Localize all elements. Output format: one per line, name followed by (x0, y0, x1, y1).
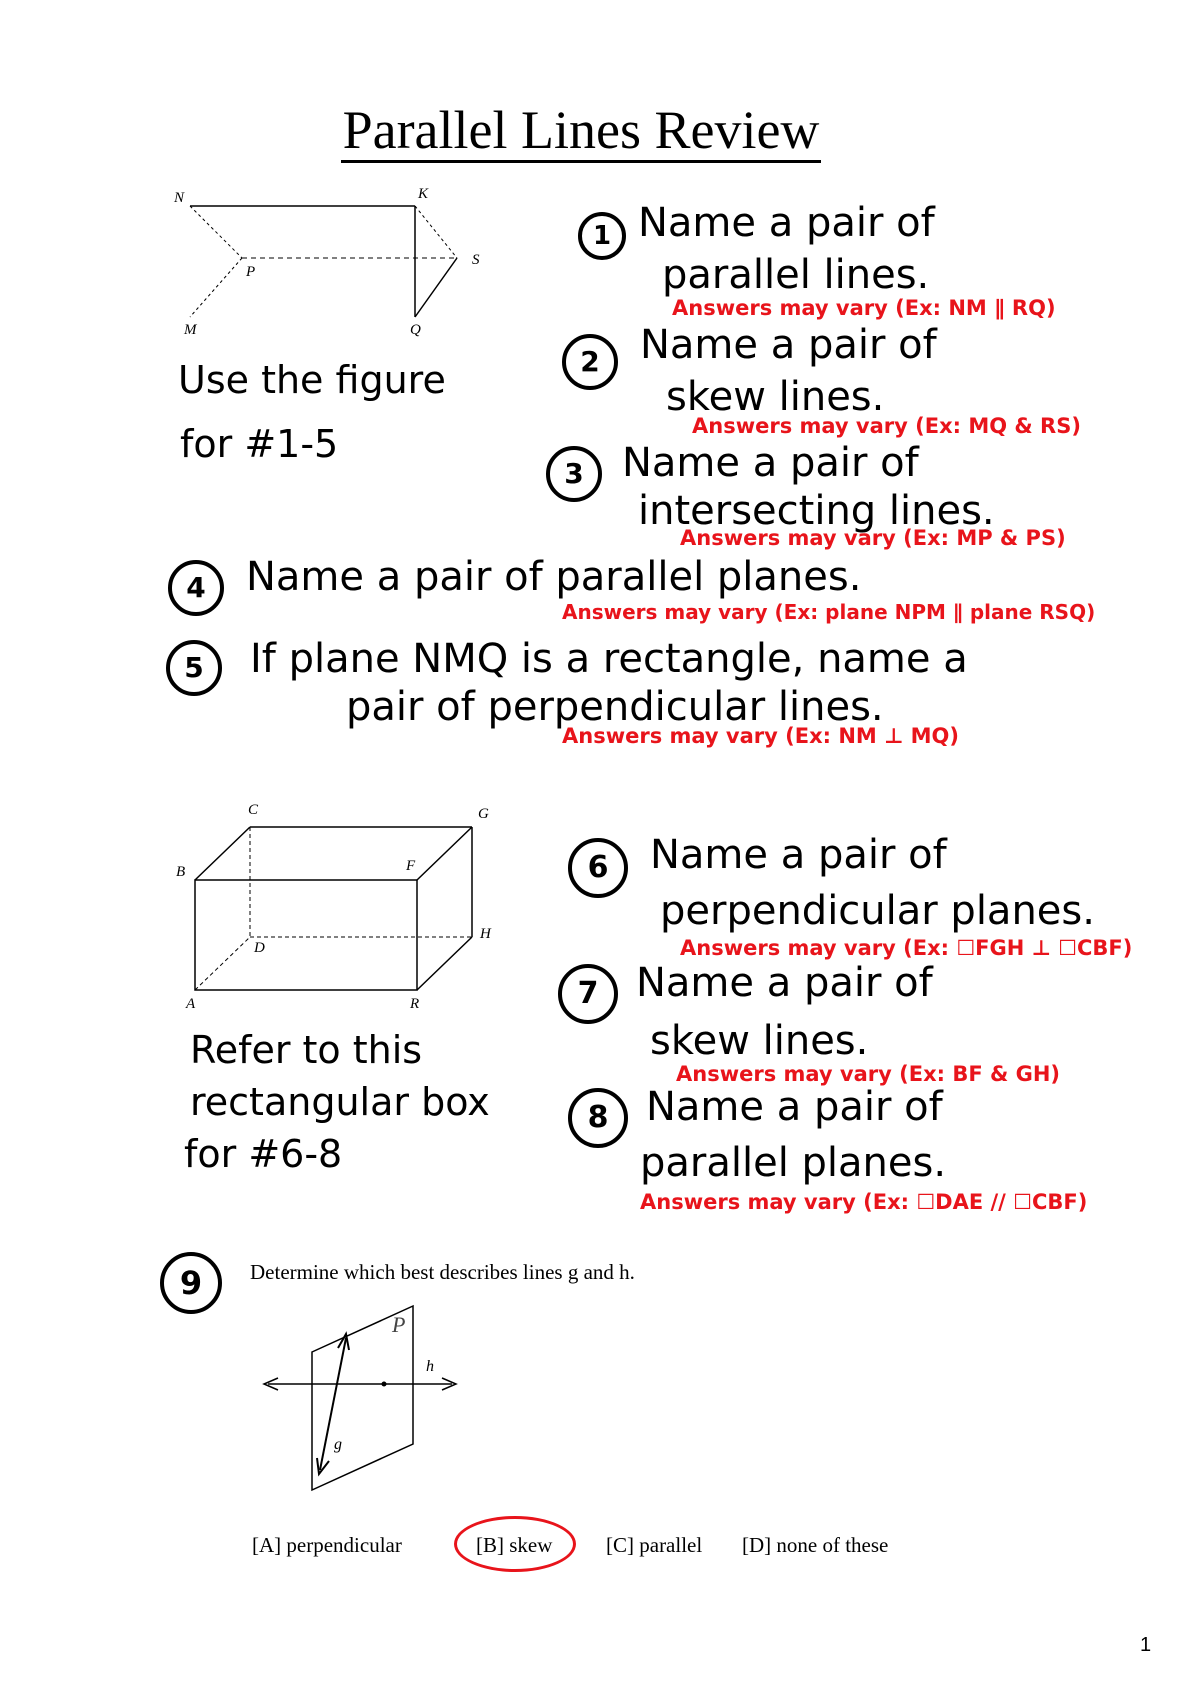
question-5-line1: If plane NMQ is a rectangle, name a (250, 636, 968, 682)
question-1-line1: Name a pair of (638, 200, 935, 246)
question-4-answer: Answers may vary (Ex: plane NPM ∥ plane RSQ) (562, 600, 1096, 624)
figure-2-box-diagram (180, 810, 510, 1010)
question-5-number: 5 (166, 640, 222, 696)
page-number: 1 (1140, 1634, 1152, 1656)
label-n: N (174, 190, 185, 206)
choice-b[interactable]: [B] skew (476, 1533, 553, 1557)
label-a: A (186, 996, 196, 1012)
question-1-number: 1 (578, 212, 626, 260)
question-7-line1: Name a pair of (636, 960, 933, 1006)
line-label-g: g (334, 1436, 342, 1453)
question-2-number: 2 (562, 334, 618, 390)
question-3-line2: intersecting lines. (638, 488, 995, 534)
question-6-number: 6 (568, 838, 628, 898)
question-4-line1: Name a pair of parallel planes. (246, 554, 862, 600)
question-3-answer: Answers may vary (Ex: MP & PS) (680, 526, 1066, 550)
label-r: R (410, 996, 420, 1012)
label-d: D (254, 940, 265, 956)
choice-d[interactable]: [D] none of these (742, 1533, 889, 1557)
figure-2-caption-line3: for #6-8 (184, 1132, 343, 1176)
label-q: Q (410, 322, 421, 338)
choice-c[interactable]: [C] parallel (606, 1533, 703, 1557)
question-2-line1: Name a pair of (640, 322, 937, 368)
question-7-answer: Answers may vary (Ex: BF & GH) (676, 1062, 1061, 1086)
label-c: C (248, 802, 259, 818)
question-7-number: 7 (558, 964, 618, 1024)
label-b: B (176, 864, 186, 880)
figure-2-caption-line1: Refer to this (190, 1028, 423, 1072)
question-9-number: 9 (160, 1252, 222, 1314)
label-s: S (472, 252, 480, 268)
question-3-line1: Name a pair of (622, 440, 919, 486)
question-6-line1: Name a pair of (650, 832, 947, 878)
question-5-line2: pair of perpendicular lines. (346, 684, 884, 730)
question-9-diagram (250, 1300, 470, 1510)
label-g: G (478, 806, 489, 822)
question-7-line2: skew lines. (650, 1018, 869, 1064)
question-5-answer: Answers may vary (Ex: NM ⊥ MQ) (562, 724, 959, 748)
question-9-prompt: Determine which best describes lines g and h. (250, 1260, 635, 1284)
question-8-line1: Name a pair of (646, 1084, 943, 1130)
line-label-h: h (426, 1358, 434, 1375)
figure-2-caption-line2: rectangular box (190, 1080, 490, 1124)
page-title: Parallel Lines Review (0, 98, 1162, 162)
question-2-answer: Answers may vary (Ex: MQ & RS) (692, 414, 1081, 438)
label-f: F (406, 858, 416, 874)
question-1-line2: parallel lines. (662, 252, 930, 298)
question-3-number: 3 (546, 446, 602, 502)
label-p: P (246, 264, 256, 280)
question-1-answer: Answers may vary (Ex: NM ∥ RQ) (672, 296, 1056, 320)
question-8-answer: Answers may vary (Ex: ☐DAE // ☐CBF) (640, 1190, 1088, 1214)
figure-1-caption-line1: Use the figure (178, 358, 446, 402)
label-m: M (184, 322, 197, 338)
label-h: H (480, 926, 491, 942)
question-4-number: 4 (168, 560, 224, 616)
plane-label-p: P (392, 1312, 406, 1337)
question-2-line2: skew lines. (666, 374, 885, 420)
choice-a[interactable]: [A] perpendicular (252, 1533, 402, 1557)
question-8-number: 8 (568, 1088, 628, 1148)
label-k: K (418, 186, 429, 202)
question-8-line2: parallel planes. (640, 1140, 947, 1186)
question-6-line2: perpendicular planes. (660, 888, 1095, 934)
figure-1-caption-line2: for #1-5 (180, 422, 339, 466)
question-6-answer: Answers may vary (Ex: ☐FGH ⊥ ☐CBF) (680, 936, 1133, 960)
figure-1-diagram (160, 180, 500, 350)
selected-answer-circle (454, 1516, 576, 1572)
